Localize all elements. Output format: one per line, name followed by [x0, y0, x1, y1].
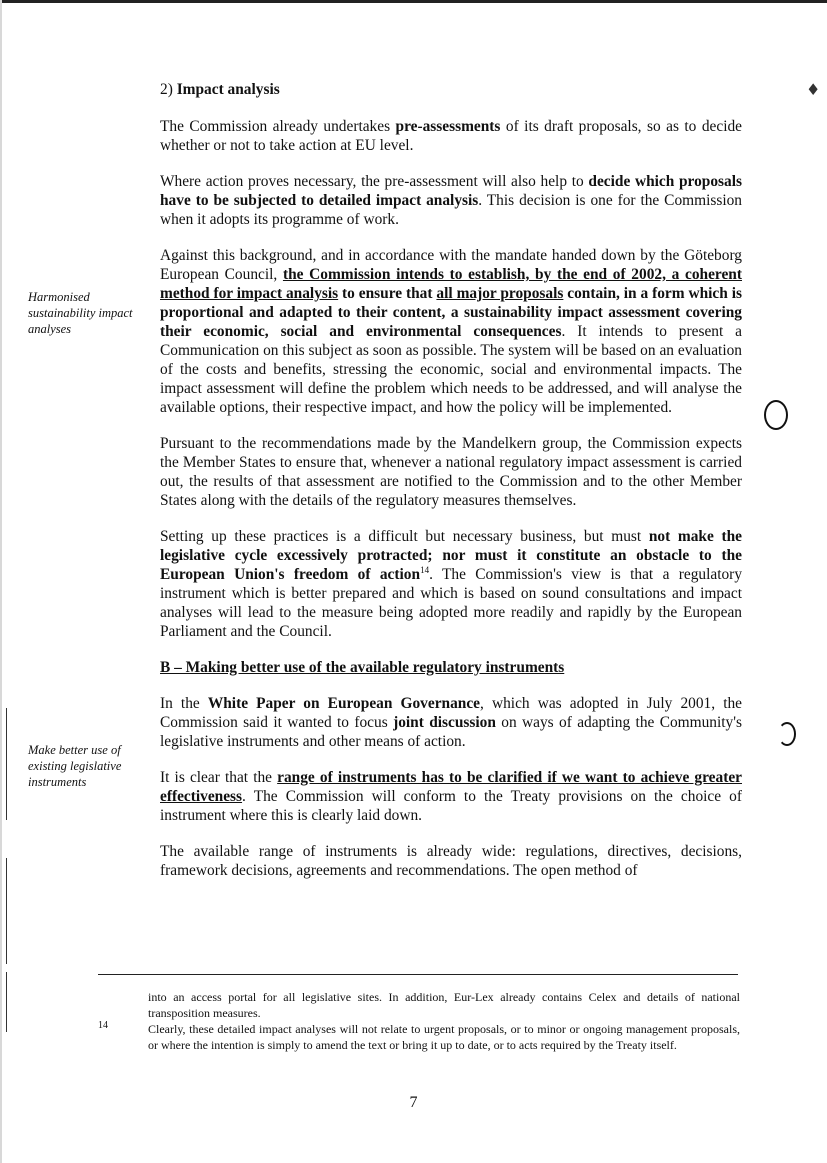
- section-heading: [160, 80, 742, 99]
- punch-hole-mark: [778, 722, 796, 746]
- paragraph: The Commission already undertakes pre-assessments of its draft proposals, so as to decide whether or not to take action at EU level.: [160, 118, 742, 154]
- page-number: 7: [409, 1094, 418, 1111]
- footnote-14: Clearly, these detailed impact analyses will not relate to urgent proposals, or to minor or ongoing management proposals, or where the intention is simply to amend the text or bring it up to date, or to acts required by the Treaty itself.: [148, 1022, 740, 1052]
- paragraph: Pursuant to the recommendations made by the Mandelkern group, the Commission expects the Member States to ensure that, whenever a national regulatory impact assessment is carried out, the results of that assessment are notified to the Commission and to the other Member States along with the details of the regulatory measures themselves.: [160, 435, 742, 509]
- scan-mark: ♦: [806, 80, 821, 99]
- scan-top-edge: [0, 0, 827, 3]
- heading-number: 2): [160, 81, 173, 98]
- punch-hole-mark: [764, 400, 788, 430]
- scan-left-edge: [0, 0, 2, 1163]
- footnote-ref[interactable]: 14: [420, 564, 430, 575]
- heading-title: Impact analysis: [176, 81, 280, 98]
- paragraph: Against this background, and in accordance with the mandate handed down by the Göteborg European Council, the Commission intends to establish, by the end of 2002, a coherent method for impact analysis to ensure that all major proposals contain, in a form which is proportional and adapted to their content, a sustainability impact assessment covering their economic, social and environmental consequences. It intends to present a Communication on this subject as soon as possible. The system will be based on an evaluation of the costs and benefits, stressing the economic, social and environmental impacts. The impact assessment will define the problem which needs to be addressed, and will analyse the available options, their respective impact, and how the policy will be implemented.: [160, 247, 742, 416]
- margin-note-better-use: Make better use of existing legislative instruments: [28, 743, 122, 789]
- footnote-number: 14: [98, 1020, 108, 1031]
- paragraph: Where action proves necessary, the pre-assessment will also help to decide which proposals have to be subjected to detailed impact analysis. This decision is one for the Commission when it adopts its programme of work.: [160, 173, 743, 228]
- margin-rule: [6, 972, 7, 1032]
- paragraph: In the White Paper on European Governance, which was adopted in July 2001, the Commission said it wanted to focus joint discussion on ways of adapting the Community's legislative instruments and other means of action.: [160, 695, 743, 750]
- footnote-continuation: into an access portal for all legislative sites. In addition, Eur-Lex already contains Celex and details of national transposition measures.: [148, 990, 740, 1020]
- margin-rule: [6, 708, 7, 820]
- subsection-heading: B – Making better use of the available regulatory instruments: [160, 659, 565, 676]
- document-body: [160, 80, 742, 897]
- paragraph: It is clear that the range of instruments has to be clarified if we want to achieve greater effectiveness. The Commission will conform to the Treaty provisions on the choice of instrument where this is clearly laid down.: [160, 769, 742, 824]
- paragraph: The available range of instruments is already wide: regulations, directives, decisions, framework decisions, agreements and recommendations. The open method of: [160, 843, 742, 879]
- footnote-separator: [98, 974, 738, 975]
- margin-rule: [6, 858, 7, 964]
- paragraph: Setting up these practices is a difficult but necessary business, but must not make the legislative cycle excessively protracted; nor must it constitute an obstacle to the European Union's freedom of action$^{14}$. The Commission's view is that a regulatory instrument which is better prepared and which is based on sound consultations and impact analyses will lead to the measure being adopted more readily and rapidly by the European Parliament and the Council.: [160, 528, 743, 640]
- margin-note-harmonised: Harmonised sustainability impact analyses: [28, 290, 133, 336]
